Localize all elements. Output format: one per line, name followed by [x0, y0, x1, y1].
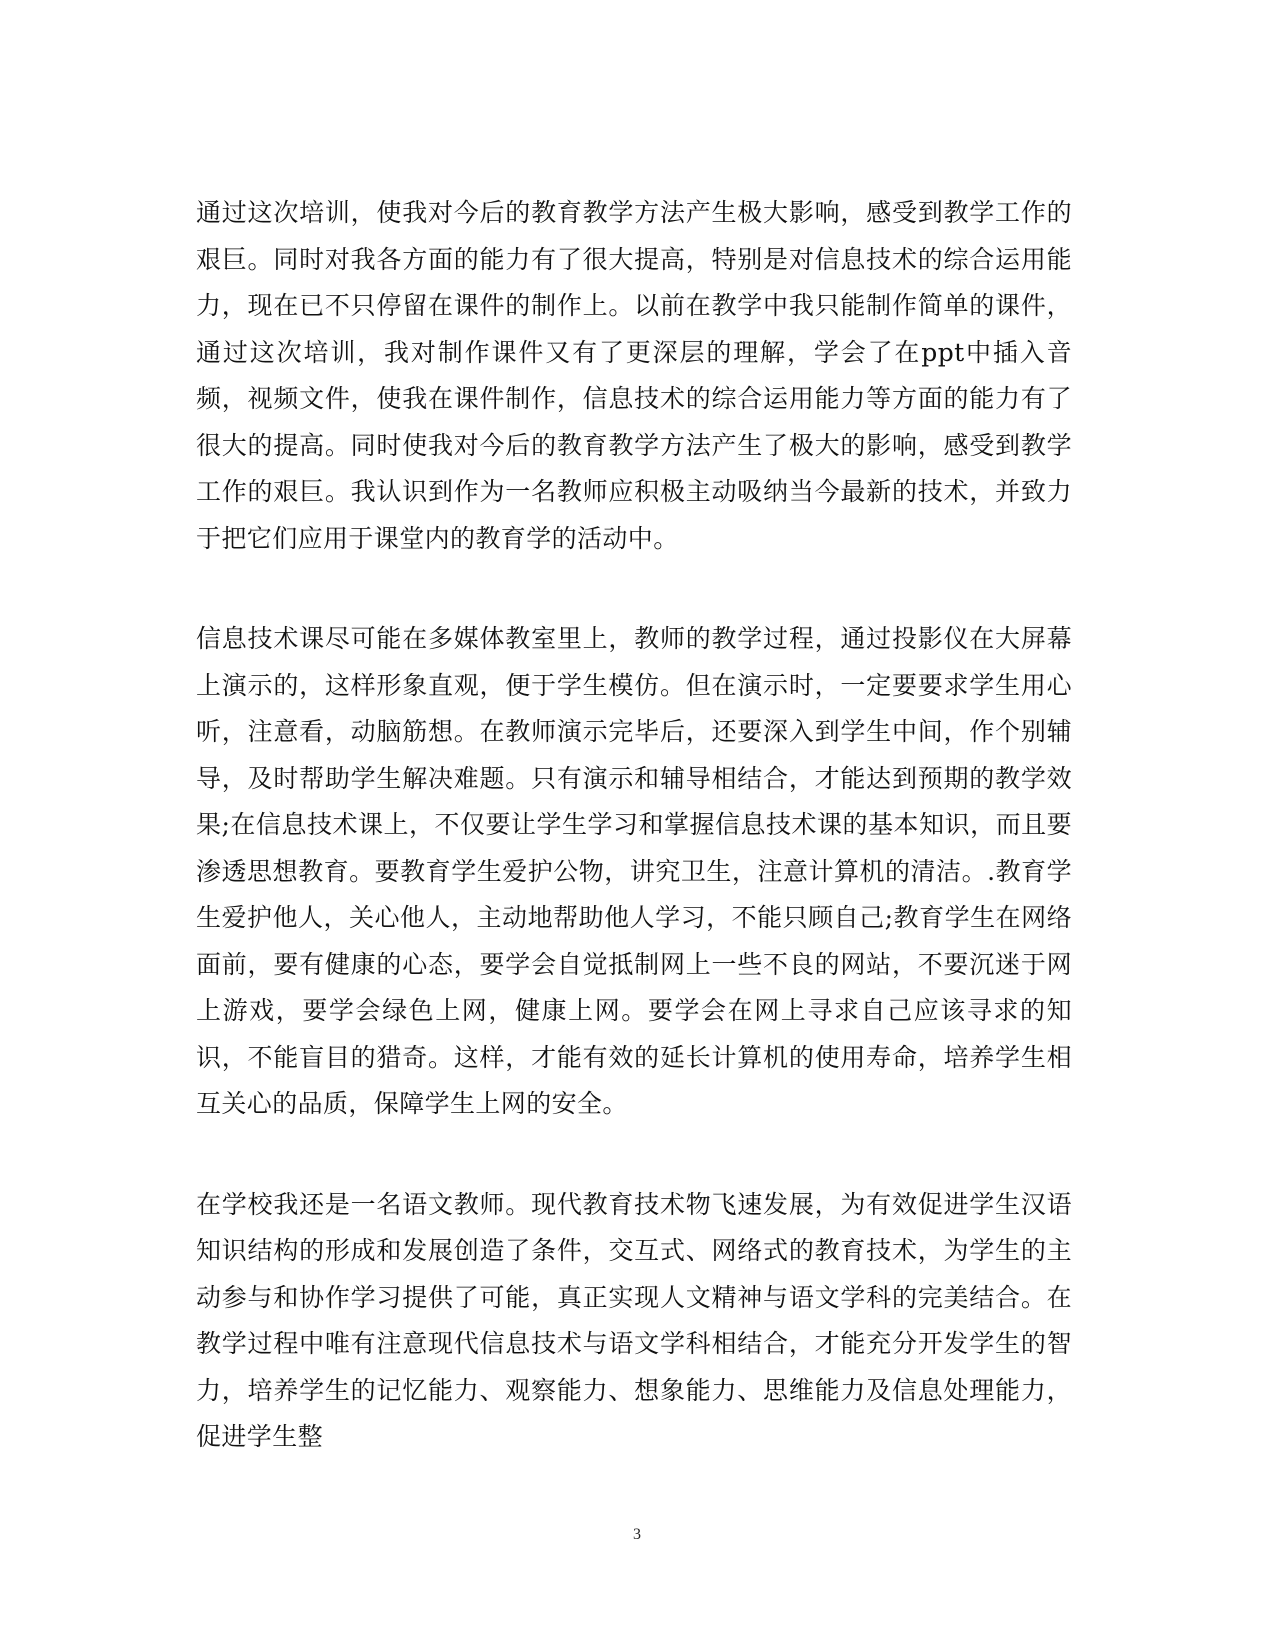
paragraph-1: 通过这次培训，使我对今后的教育教学方法产生极大影响，感受到教学工作的艰巨。同时对我各方面的能力有了很大提高，特别是对信息技术的综合运用能力，现在已不只停留在课件的制作上。以前在教学中我只能制作简单的课件，通过这次培训，我对制作课件又有了更深层的理解，学会了在ppt中插入音频，视频文件，使我在课件制作，信息技术的综合运用能力等方面的能力有了很大的提高。同时使我对今后的教育教学方法产生了极大的影响，感受到教学工作的艰巨。我认识到作为一名教师应积极主动吸纳当今最新的技术，并致力于把它们应用于课堂内的教育学的活动中。 [196, 198, 1072, 553]
paragraph-3: 在学校我还是一名语文教师。现代教育技术物飞速发展，为有效促进学生汉语知识结构的形成和发展创造了条件，交互式、网络式的教育技术，为学生的主动参与和协作学习提供了可能，真正实现人文精神与语文学科的完美结合。在教学过程中唯有注意现代信息技术与语文学科相结合，才能充分开发学生的智力，培养学生的记忆能力、观察能力、想象能力、思维能力及信息处理能力，促进学生整 [196, 1189, 1072, 1451]
document-body [196, 190, 1072, 1461]
page-number: 3 [633, 1526, 641, 1543]
paragraph-2: 信息技术课尽可能在多媒体教室里上，教师的教学过程，通过投影仪在大屏幕上演示的，这样形象直观，便于学生模仿。但在演示时，一定要要求学生用心听，注意看，动脑筋想。在教师演示完毕后，还要深入到学生中间，作个别辅导，及时帮助学生解决难题。只有演示和辅导相结合，才能达到预期的教学效果;在信息技术课上，不仅要让学生学习和掌握信息技术课的基本知识，而且要渗透思想教育。要教育学生爱护公物，讲究卫生，注意计算机的清洁。.教育学生爱护他人，关心他人，主动地帮助他人学习，不能只顾自己;教育学生在网络面前，要有健康的心态，要学会自觉抵制网上一些不良的网站，不要沉迷于网上游戏，要学会绿色上网，健康上网。要学会在网上寻求自己应该寻求的知识，不能盲目的猎奇。这样，才能有效的延长计算机的使用寿命，培养学生相互关心的品质，保障学生上网的安全。 [196, 624, 1072, 1118]
